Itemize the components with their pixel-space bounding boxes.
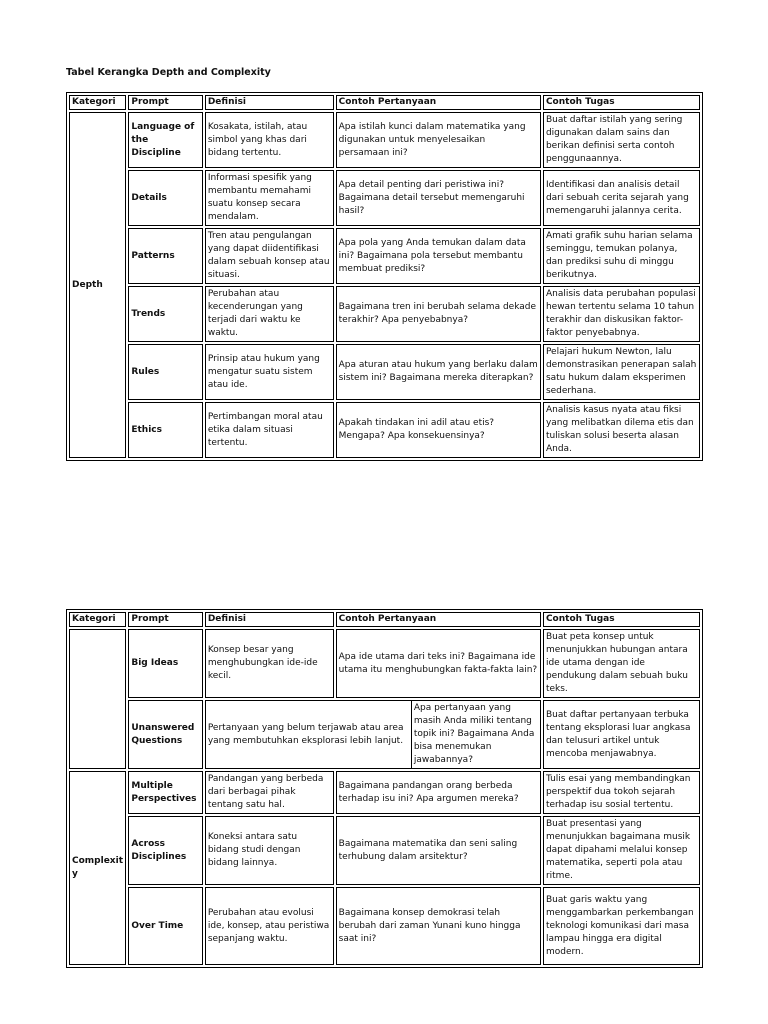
definisi-cell: Prinsip atau hukum yang mengatur suatu sistem atau ide. xyxy=(205,344,334,400)
pertanyaan-cell: Apa pola yang Anda temukan dalam data ini? Bagaimana pola tersebut membantu membuat prediksi? xyxy=(336,228,541,284)
tugas-cell: Buat daftar istilah yang sering digunakan dalam sains dan berikan definisi serta contoh penggunaannya. xyxy=(543,112,700,168)
prompt-cell: Rules xyxy=(128,344,202,400)
tugas-cell: Buat presentasi yang menunjukkan bagaimana musik dapat dipahami melalui konsep matematika, seperti pola atau ritme. xyxy=(543,816,700,885)
tugas-cell: Buat peta konsep untuk menunjukkan hubungan antara ide utama dengan ide pendukung dalam sebuah buku teks. xyxy=(543,629,700,698)
definisi-cell: Tren atau pengulangan yang dapat diidentifikasi dalam sebuah konsep atau situasi. xyxy=(205,228,334,284)
definisi-cell: Konsep besar yang menghubungkan ide-ide kecil. xyxy=(205,629,334,698)
tugas-cell: Buat daftar pertanyaan terbuka tentang eksplorasi luar angkasa dan telusuri artikel untuk mencoba menjawabnya. xyxy=(543,700,700,769)
prompt-cell: Across Disciplines xyxy=(128,816,202,885)
definisi-cell: Pertimbangan moral atau etika dalam situasi tertentu. xyxy=(205,402,334,458)
tugas-cell: Analisis kasus nyata atau fiksi yang melibatkan dilema etis dan tuliskan solusi beserta alasan Anda. xyxy=(543,402,700,458)
category-empty xyxy=(69,629,126,769)
pertanyaan-cell: Apa pertanyaan yang masih Anda miliki tentang topik ini? Bagaimana Anda bisa menemukan jawabannya? xyxy=(413,703,535,765)
header-prompt: Prompt xyxy=(128,612,202,627)
header-kategori: Kategori xyxy=(69,95,126,110)
table-row xyxy=(69,228,700,284)
table-row xyxy=(69,700,700,769)
definisi-cell: Informasi spesifik yang membantu memahami suatu konsep secara mendalam. xyxy=(205,170,334,226)
table-row xyxy=(69,816,700,885)
category-depth: Depth xyxy=(69,112,126,458)
document-title: Tabel Kerangka Depth and Complexity xyxy=(66,67,271,78)
pertanyaan-cell: Apa aturan atau hukum yang berlaku dalam sistem ini? Bagaimana mereka diterapkan? xyxy=(336,344,541,400)
table-row xyxy=(69,629,700,698)
tugas-cell: Amati grafik suhu harian selama seminggu, temukan polanya, dan prediksi suhu di minggu berikutnya. xyxy=(543,228,700,284)
merged-definisi-pertanyaan xyxy=(205,700,541,769)
pertanyaan-cell: Apa istilah kunci dalam matematika yang digunakan untuk menyelesaikan persamaan ini? xyxy=(336,112,541,168)
definisi-cell: Koneksi antara satu bidang studi dengan bidang lainnya. xyxy=(205,816,334,885)
header-row xyxy=(69,612,700,627)
tugas-cell: Analisis data perubahan populasi hewan tertentu selama 10 tahun terakhir dan diskusikan faktor-faktor penyebabnya. xyxy=(543,286,700,342)
table-row xyxy=(69,887,700,965)
table-row xyxy=(69,402,700,458)
pertanyaan-cell: Bagaimana pandangan orang berbeda terhadap isu ini? Apa argumen mereka? xyxy=(336,771,541,814)
tugas-cell: Pelajari hukum Newton, lalu demonstrasikan penerapan salah satu hukum dalam eksperimen sederhana. xyxy=(543,344,700,400)
pertanyaan-cell: Bagaimana matematika dan seni saling terhubung dalam arsitektur? xyxy=(336,816,541,885)
tugas-cell: Buat garis waktu yang menggambarkan perkembangan teknologi komunikasi dari masa lampau hingga era digital modern. xyxy=(543,887,700,965)
header-contoh-tugas: Contoh Tugas xyxy=(543,612,700,627)
prompt-cell: Unanswered Questions xyxy=(128,700,202,769)
prompt-cell: Multiple Perspectives xyxy=(128,771,202,814)
depth-table xyxy=(66,92,703,461)
complexity-table xyxy=(66,609,703,968)
category-complexity: Complexity xyxy=(69,771,126,965)
header-definisi: Definisi xyxy=(205,612,334,627)
header-definisi: Definisi xyxy=(205,95,334,110)
definisi-cell: Perubahan atau evolusi ide, konsep, atau peristiwa sepanjang waktu. xyxy=(205,887,334,965)
prompt-cell: Patterns xyxy=(128,228,202,284)
prompt-cell: Over Time xyxy=(128,887,202,965)
header-row xyxy=(69,95,700,110)
definisi-cell: Pertanyaan yang belum terjawab atau area yang membutuhkan eksplorasi lebih lanjut. xyxy=(206,701,412,768)
prompt-cell: Trends xyxy=(128,286,202,342)
header-kategori: Kategori xyxy=(69,612,126,627)
prompt-cell: Big Ideas xyxy=(128,629,202,698)
table-row xyxy=(69,112,700,168)
header-prompt: Prompt xyxy=(128,95,202,110)
prompt-cell: Details xyxy=(128,170,202,226)
table-row xyxy=(69,170,700,226)
definisi-cell: Kosakata, istilah, atau simbol yang khas dari bidang tertentu. xyxy=(205,112,334,168)
header-contoh-pertanyaan: Contoh Pertanyaan xyxy=(336,95,541,110)
pertanyaan-cell: Apa detail penting dari peristiwa ini? Bagaimana detail tersebut memengaruhi hasil? xyxy=(336,170,541,226)
tugas-cell: Tulis esai yang membandingkan perspektif dua tokoh sejarah terhadap isu sosial tertentu. xyxy=(543,771,700,814)
prompt-cell: Ethics xyxy=(128,402,202,458)
header-contoh-tugas: Contoh Tugas xyxy=(543,95,700,110)
pertanyaan-cell: Apa ide utama dari teks ini? Bagaimana ide utama itu menghubungkan fakta-fakta lain? xyxy=(336,629,541,698)
prompt-cell: Language of the Discipline xyxy=(128,112,202,168)
table-row xyxy=(69,286,700,342)
pertanyaan-cell: Bagaimana tren ini berubah selama dekade terakhir? Apa penyebabnya? xyxy=(336,286,541,342)
table-row xyxy=(69,771,700,814)
pertanyaan-cell: Bagaimana konsep demokrasi telah berubah dari zaman Yunani kuno hingga saat ini? xyxy=(336,887,541,965)
definisi-cell: Pandangan yang berbeda dari berbagai pihak tentang satu hal. xyxy=(205,771,334,814)
tugas-cell: Identifikasi dan analisis detail dari sebuah cerita sejarah yang memengaruhi jalannya cerita. xyxy=(543,170,700,226)
table-row xyxy=(69,344,700,400)
definisi-cell: Perubahan atau kecenderungan yang terjadi dari waktu ke waktu. xyxy=(205,286,334,342)
header-contoh-pertanyaan: Contoh Pertanyaan xyxy=(336,612,541,627)
pertanyaan-cell: Apakah tindakan ini adil atau etis? Mengapa? Apa konsekuensinya? xyxy=(336,402,541,458)
